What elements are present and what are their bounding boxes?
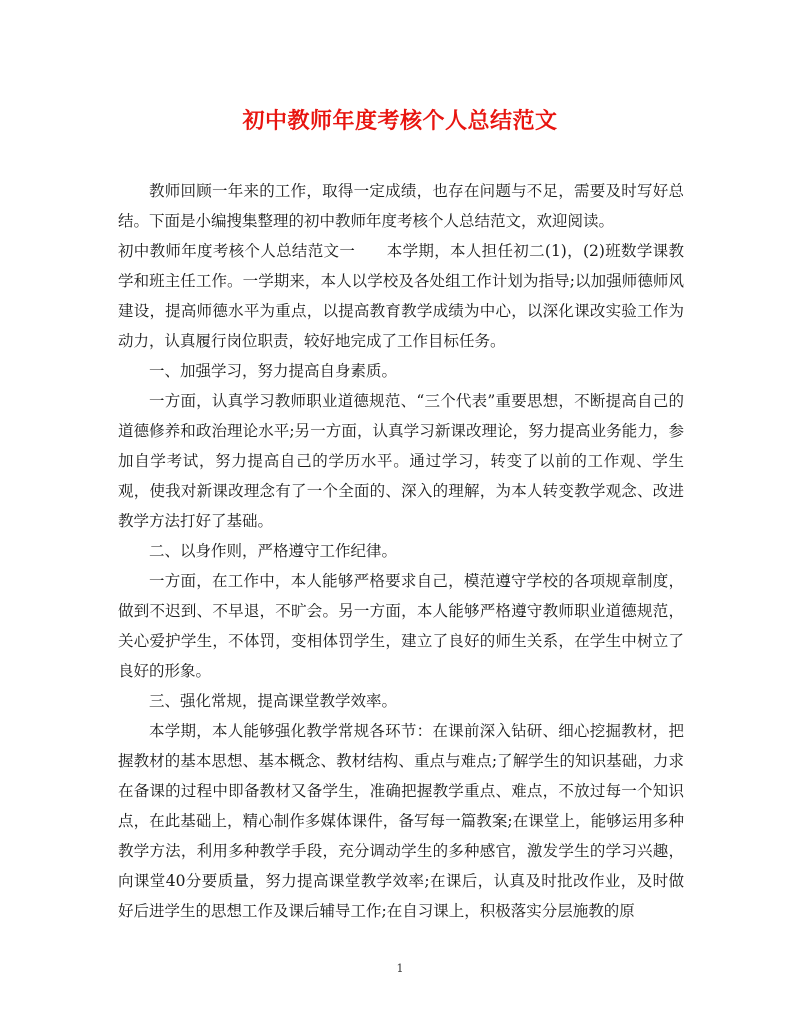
section-heading-1: 一、加强学习，努力提高自身素质。 <box>149 362 398 380</box>
paragraph-section-1: 一方面，认真学习教师职业道德规范、“三个代表”重要思想，不断提高自己的道德修养和政治理论水平;另一方面，认真学习新课改理论，努力提高业务能力，参加自学考试，努力提高自己的学历水平。通过学习，转变了以前的工作观、学生观，使我对新课改理念有了一个全面的、深入的理解，为本人转变教学观念、改进教学方法打好了基础。 <box>118 392 684 530</box>
paragraph-section-2: 一方面，在工作中，本人能够严格要求自己，模范遵守学校的各项规章制度，做到不迟到、不早退，不旷会。另一方面，本人能够严格遵守教师职业道德规范，关心爱护学生，不体罚，变相体罚学生，建立了良好的师生关系，在学生中树立了良好的形象。 <box>118 572 684 680</box>
paragraph-intro: 教师回顾一年来的工作，取得一定成绩，也存在问题与不足，需要及时写好总结。下面是小编搜集整理的初中教师年度考核个人总结范文，欢迎阅读。 <box>118 182 684 230</box>
page-number: 1 <box>396 962 404 975</box>
paragraph-section-3: 本学期，本人能够强化教学常规各环节：在课前深入钻研、细心挖掘教材，把握教材的基本思想、基本概念、教材结构、重点与难点;了解学生的知识基础，力求在备课的过程中即备教材又备学生，准确把握教学重点、难点，不放过每一个知识点，在此基础上，精心制作多媒体课件，备写每一篇教案;在课堂上，能够运用多种教学方法，利用多种教学手段，充分调动学生的多种感官，激发学生的学习兴趣，向课堂40分要质量，努力提高课堂教学效率;在课后，认真及时批改作业，及时做好后进学生的思想工作及课后辅导工作;在自习课上，积极落实分层施教的原 <box>118 722 684 920</box>
section-heading-3: 三、强化常规，提高课堂教学效率。 <box>149 692 398 710</box>
document-body <box>118 176 684 926</box>
paragraph-essay-one-opening: 初中教师年度考核个人总结范文一 本学期，本人担任初二(1)，(2)班数学课教学和班主任工作。一学期来，本人以学校及各处组工作计划为指导;以加强师德师风建设，提高师德水平为重点，以提高教育教学成绩为中心，以深化课改实验工作为动力，认真履行岗位职责，较好地完成了工作目标任务。 <box>118 242 684 350</box>
document-title: 初中教师年度考核个人总结范文 <box>242 108 558 134</box>
section-heading-2: 二、以身作则，严格遵守工作纪律。 <box>149 542 398 560</box>
